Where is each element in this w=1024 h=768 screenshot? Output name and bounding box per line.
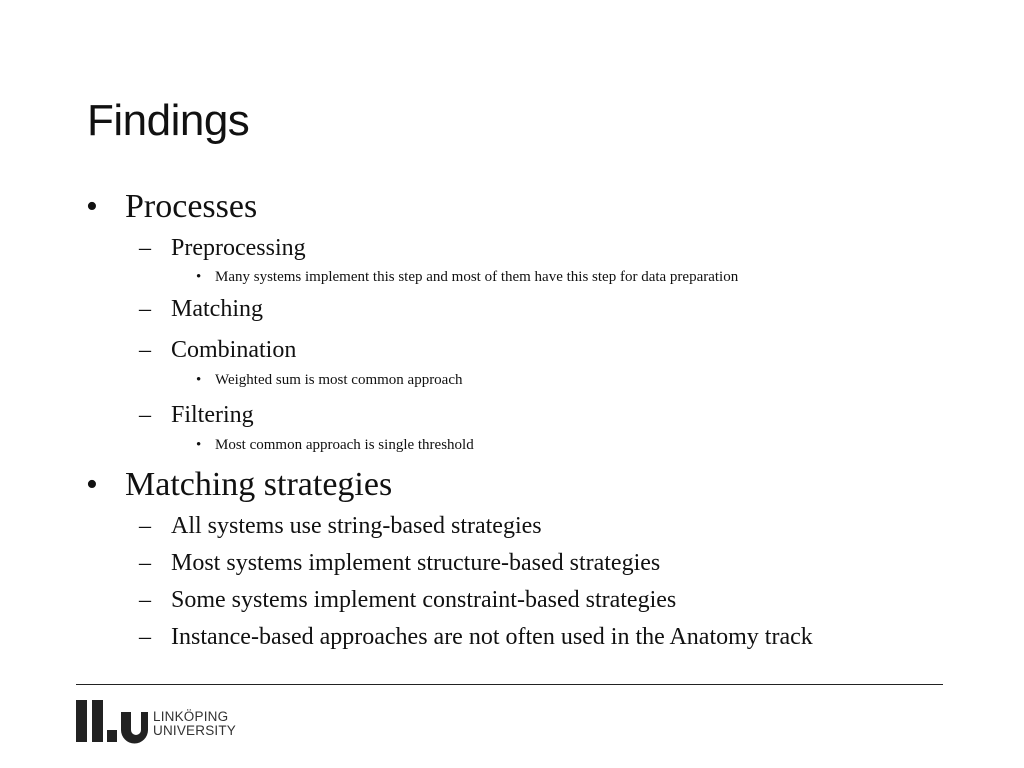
item-preprocessing: Preprocessing — [171, 235, 306, 261]
bullet-marker: • — [86, 466, 98, 503]
item-filtering: Filtering — [171, 402, 254, 428]
sub-bullet-marker: • — [196, 269, 202, 285]
sub-bullet-marker: • — [196, 437, 202, 453]
section-heading-processes: Processes — [125, 188, 258, 225]
item-combination: Combination — [171, 337, 297, 363]
item-instance-based: Instance-based approaches are not often used in the Anatomy track — [171, 624, 813, 650]
liu-logo-icon — [76, 700, 148, 744]
dash-marker: – — [139, 296, 151, 322]
dash-marker: – — [139, 402, 151, 428]
sub-bullet-marker: • — [196, 372, 202, 388]
logo-line-1: LINKÖPING — [153, 709, 229, 724]
section-heading-matching-strategies: Matching strategies — [125, 466, 393, 503]
dash-marker: – — [139, 337, 151, 363]
note-combination: Weighted sum is most common approach — [215, 372, 463, 388]
dash-marker: – — [139, 587, 151, 613]
logo-wordmark — [153, 710, 236, 738]
logo-line-2: UNIVERSITY — [153, 723, 237, 738]
dash-marker: – — [139, 513, 151, 539]
dash-marker: – — [139, 550, 151, 576]
note-preprocessing: Many systems implement this step and most of them have this step for data preparation — [215, 269, 739, 285]
footer-divider — [76, 684, 943, 685]
item-matching: Matching — [171, 296, 263, 322]
slide-title: Findings — [87, 96, 250, 145]
item-string-based: All systems use string-based strategies — [171, 513, 542, 539]
item-structure-based: Most systems implement structure-based strategies — [171, 550, 661, 576]
bullet-marker: • — [86, 188, 98, 225]
note-filtering: Most common approach is single threshold — [215, 437, 474, 453]
dash-marker: – — [139, 235, 151, 261]
dash-marker: – — [139, 624, 151, 650]
item-constraint-based: Some systems implement constraint-based strategies — [171, 587, 677, 613]
